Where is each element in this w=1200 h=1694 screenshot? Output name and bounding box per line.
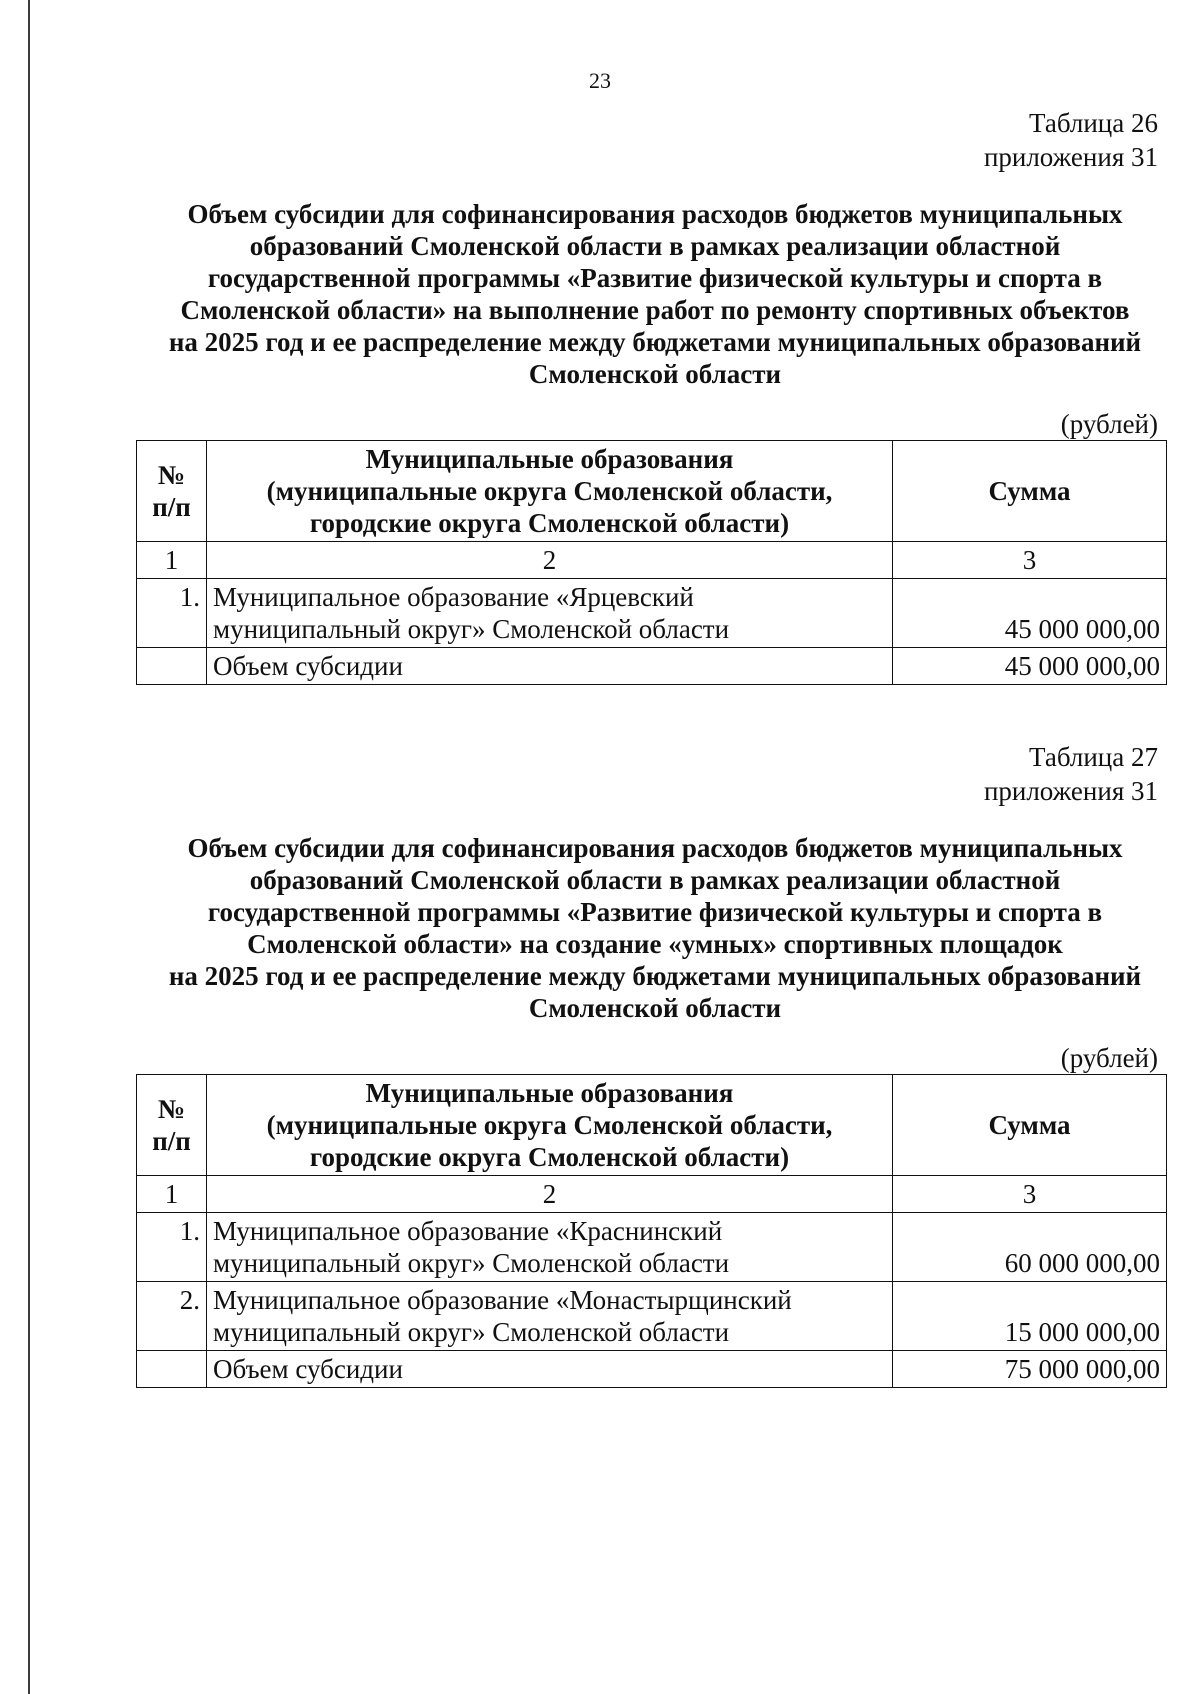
- row-index: 1.: [137, 1213, 207, 1282]
- row-municipality: Муниципальное образование «Ярцевский муниципальный округ» Смоленской области: [207, 579, 893, 648]
- column-number: 3: [893, 542, 1167, 579]
- header-sum: Сумма: [893, 441, 1167, 542]
- total-amount: 75 000 000,00: [893, 1351, 1167, 1388]
- table-row: [137, 1282, 1167, 1351]
- scan-edge-line: [28, 0, 30, 1694]
- column-number: 1: [137, 542, 207, 579]
- column-number-row: [137, 1176, 1167, 1213]
- column-number: 2: [207, 542, 893, 579]
- table-label: Таблица 27: [1029, 742, 1158, 772]
- page-number: 23: [589, 68, 611, 93]
- header-row: [137, 441, 1167, 542]
- table-26: [136, 440, 1167, 685]
- table-27-reference: [984, 740, 1158, 808]
- table-27: [136, 1074, 1167, 1388]
- row-amount: 60 000 000,00: [893, 1213, 1167, 1282]
- header-row: [137, 1075, 1167, 1176]
- total-index-empty: [137, 648, 207, 685]
- table-row: [137, 1213, 1167, 1282]
- table-27-heading: Объем субсидии для софинансирования расходов бюджетов муниципальных образований Смоленской области в рамках реализации областной государственной программы «Развитие физической культуры и спорта в Смоленской области» на создание «умных» спортивных площадок на 2025 год и ее распределение между бюджетами муниципальных образований Смоленской области: [168, 833, 1142, 1023]
- row-index: 1.: [137, 579, 207, 648]
- header-municipality: Муниципальные образования (муниципальные округа Смоленской области, городские округа Смоленской области): [207, 1075, 893, 1176]
- column-number-row: [137, 542, 1167, 579]
- header-sum: Сумма: [893, 1075, 1167, 1176]
- row-index: 2.: [137, 1282, 207, 1351]
- column-number: 3: [893, 1176, 1167, 1213]
- total-amount: 45 000 000,00: [893, 648, 1167, 685]
- table-row: [137, 579, 1167, 648]
- header-number: № п/п: [137, 441, 207, 542]
- row-municipality: Муниципальное образование «Краснинский муниципальный округ» Смоленской области: [207, 1213, 893, 1282]
- row-amount: 45 000 000,00: [893, 579, 1167, 648]
- table-26-heading: Объем субсидии для софинансирования расходов бюджетов муниципальных образований Смоленской области в рамках реализации областной государственной программы «Развитие физической культуры и спорта в Смоленской области» на выполнение работ по ремонту спортивных объектов на 2025 год и ее распределение между бюджетами муниципальных образований Смоленской области: [168, 199, 1142, 389]
- table-26-unit: (рублей): [1060, 409, 1158, 439]
- header-number: № п/п: [137, 1075, 207, 1176]
- total-label: Объем субсидии: [207, 1351, 893, 1388]
- appendix-label: приложения 31: [983, 142, 1158, 172]
- appendix-label: приложения 31: [983, 776, 1158, 806]
- total-row: [137, 1351, 1167, 1388]
- total-row: [137, 648, 1167, 685]
- column-number: 2: [207, 1176, 893, 1213]
- row-municipality: Муниципальное образование «Монастырщинский муниципальный округ» Смоленской области: [207, 1282, 893, 1351]
- column-number: 1: [137, 1176, 207, 1213]
- total-label: Объем субсидии: [207, 648, 893, 685]
- table-26-reference: [984, 106, 1158, 174]
- header-municipality: Муниципальные образования (муниципальные округа Смоленской области, городские округа Смоленской области): [207, 441, 893, 542]
- total-index-empty: [137, 1351, 207, 1388]
- row-amount: 15 000 000,00: [893, 1282, 1167, 1351]
- table-27-unit: (рублей): [1060, 1043, 1158, 1073]
- table-label: Таблица 26: [1029, 108, 1158, 138]
